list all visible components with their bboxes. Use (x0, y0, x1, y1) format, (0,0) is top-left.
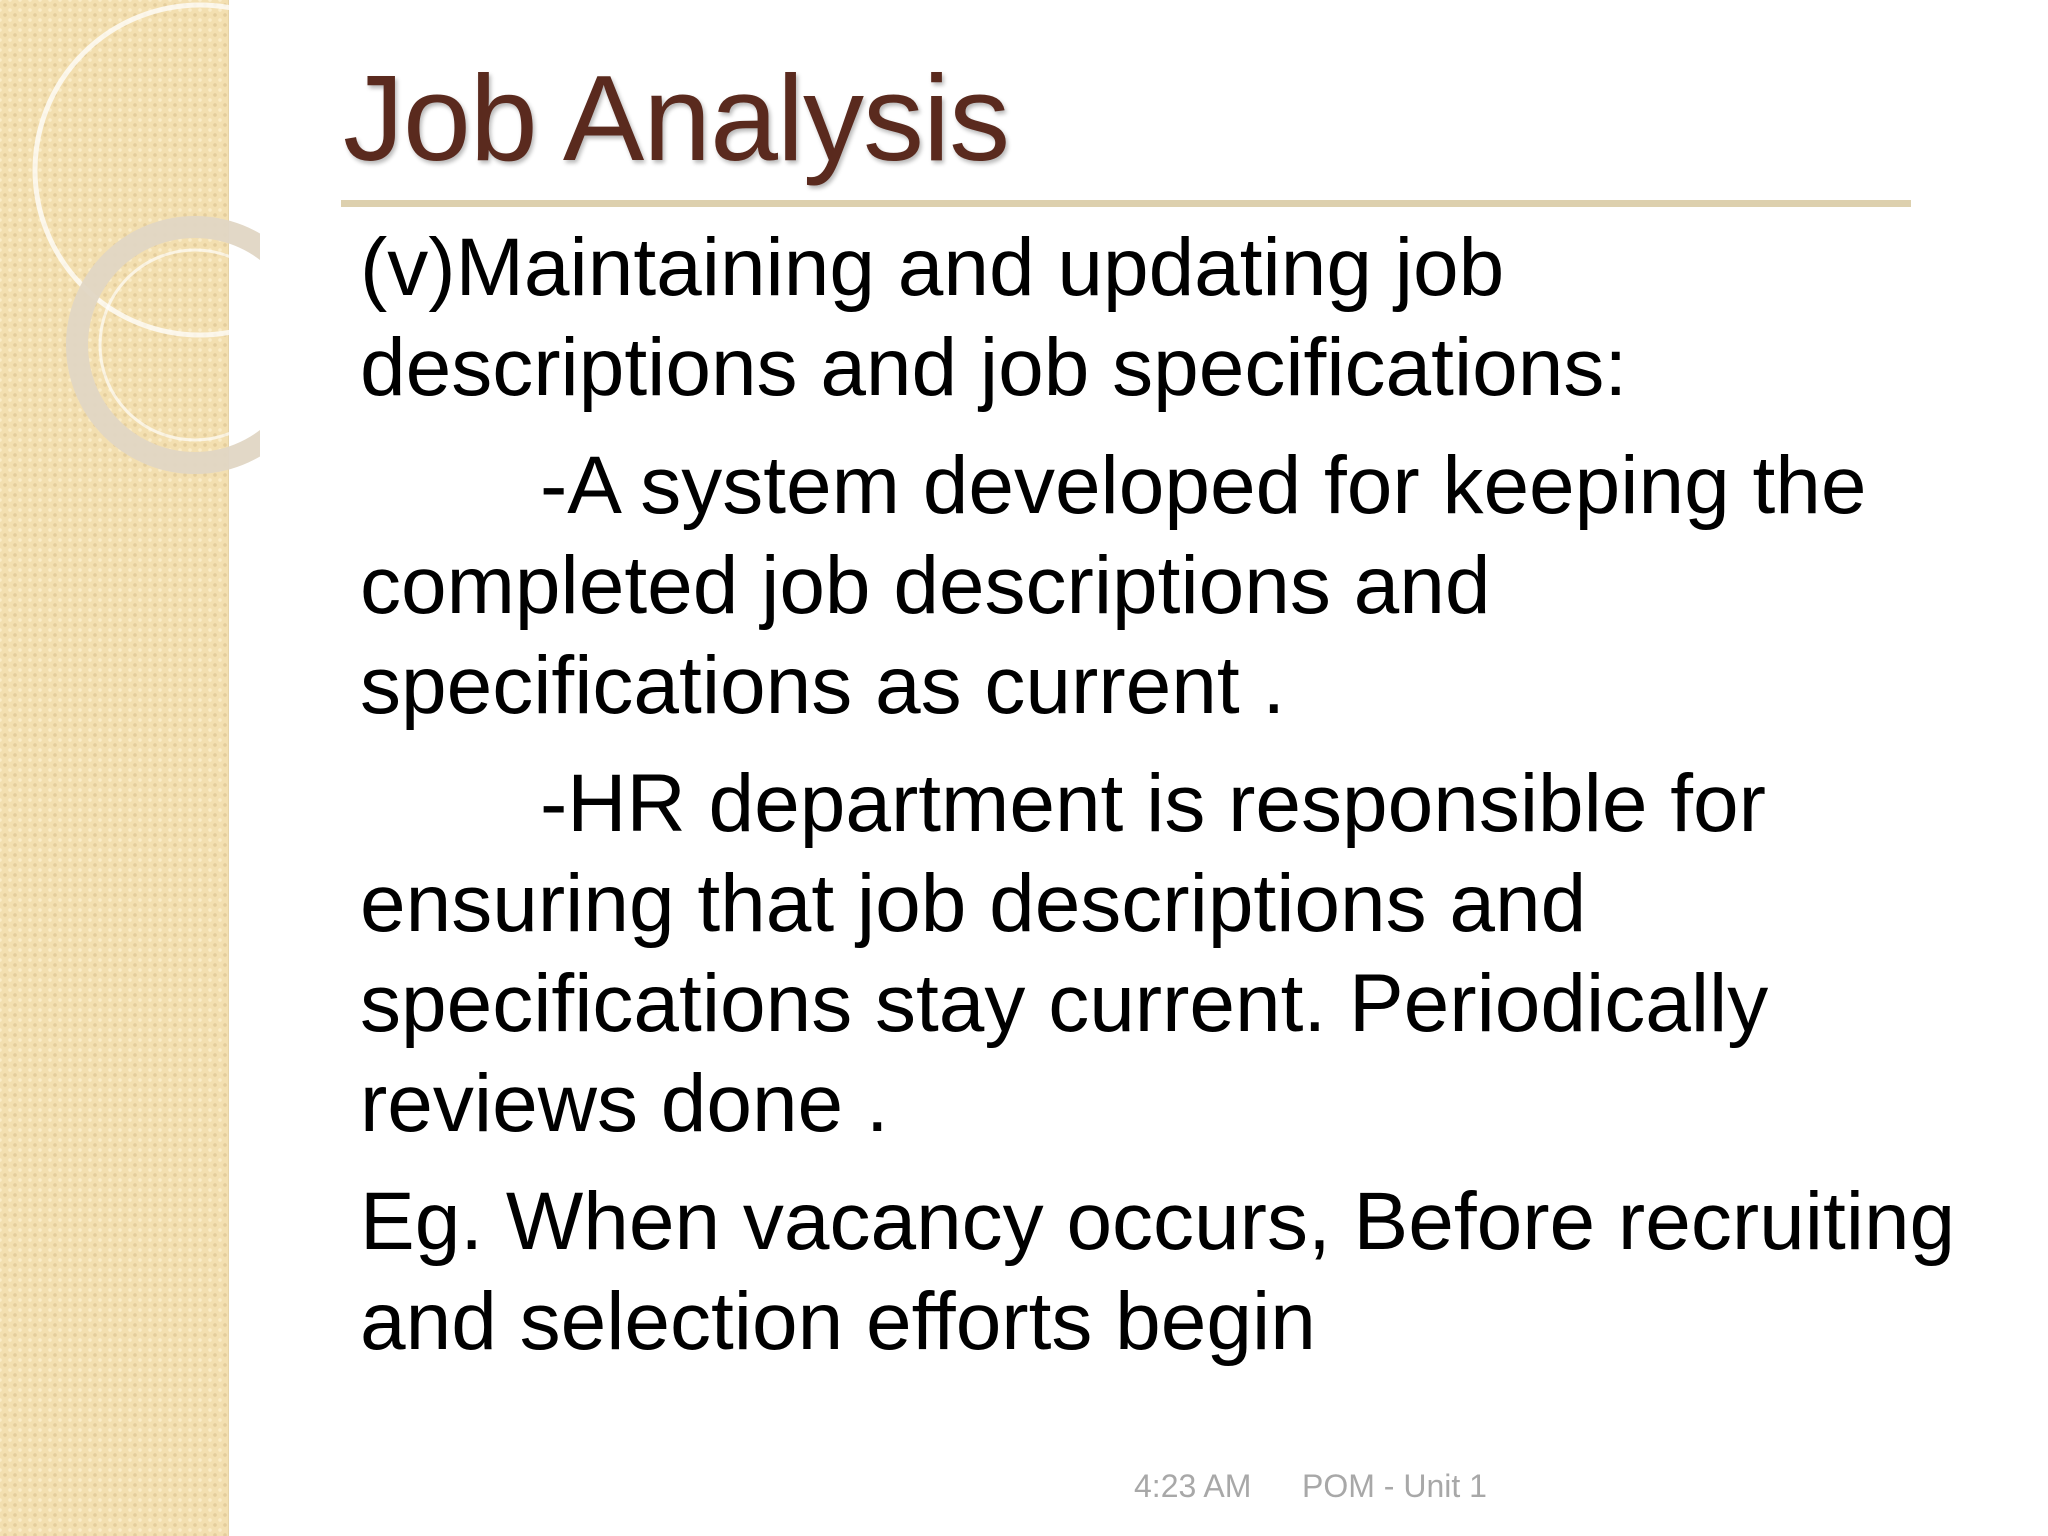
footer-label: POM - Unit 1 (1302, 1468, 1487, 1504)
body-paragraph-indented (360, 754, 1960, 1154)
body-paragraph-text: -A system developed for keeping the completed job descriptions and specifications as current . (360, 440, 1867, 731)
decorative-rings-graphic (0, 0, 260, 520)
body-paragraph-indented (360, 436, 1960, 736)
slide-title: Job Analysis (343, 50, 1010, 186)
body-paragraph: (v)Maintaining and updating job descriptions and job specifications: (360, 222, 1628, 413)
body-paragraph-text: -HR department is responsible for ensuring that job descriptions and specifications stay current. Periodically reviews done . (360, 758, 1769, 1149)
slide-body (360, 218, 1960, 1390)
body-paragraph: Eg. When vacancy occurs, Before recruiting and selection efforts begin (360, 1176, 1956, 1367)
footer-time: 4:23 AM (1134, 1468, 1252, 1504)
title-divider (341, 200, 1911, 207)
